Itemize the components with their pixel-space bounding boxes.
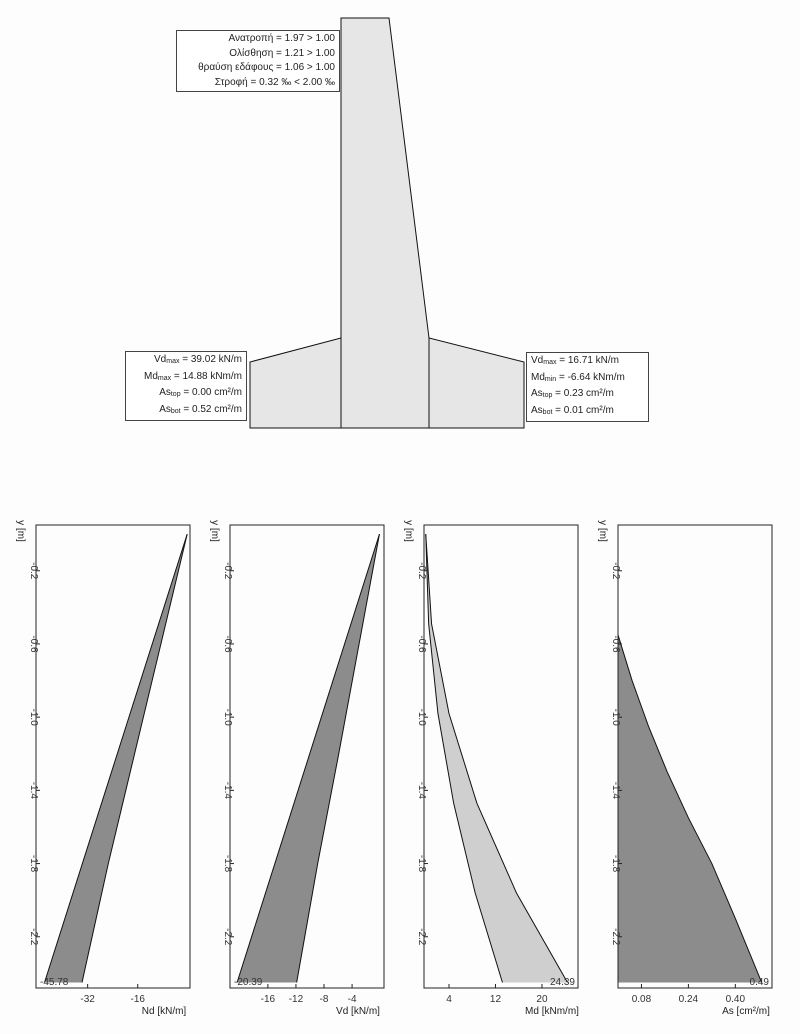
toe-vd-symbol: Vd bbox=[531, 355, 544, 366]
heel-vd-symbol: Vd bbox=[154, 354, 167, 365]
x-axis-title: Nd [kN/m] bbox=[141, 1006, 187, 1017]
toe-vd-sub: max bbox=[543, 359, 557, 366]
y-tick-label: -0.6 bbox=[28, 635, 39, 653]
chart-fill-area bbox=[426, 534, 568, 982]
sliding-check: Ολίσθηση = 1.21 > 1.00 bbox=[229, 47, 335, 59]
heel-vd-line bbox=[130, 353, 242, 370]
y-tick-label: -0.6 bbox=[610, 635, 621, 653]
heel-as-top-sub: top bbox=[170, 391, 181, 398]
toe-as-top-symbol: As bbox=[531, 388, 543, 399]
chart-fill-area bbox=[618, 534, 762, 982]
toe-md-line bbox=[531, 371, 644, 388]
x-axis-title: Md [kNm/m] bbox=[525, 1006, 579, 1017]
x-tick-label: -16 bbox=[130, 994, 145, 1005]
x-tick-label: -32 bbox=[80, 994, 95, 1005]
y-tick-label: -1.4 bbox=[416, 781, 427, 799]
x-tick-label: 0.08 bbox=[631, 994, 652, 1005]
chart-series-line bbox=[45, 534, 188, 982]
heel-as-bot-sub: bot bbox=[170, 407, 181, 415]
y-tick-label: -1.0 bbox=[416, 708, 427, 726]
toe-as-bot-symbol: As bbox=[531, 404, 543, 416]
chart-series-line bbox=[82, 534, 187, 982]
heel-as-bot-symbol: As bbox=[159, 403, 171, 415]
toe-as-bot-sub: bot bbox=[542, 408, 553, 416]
chart-end-value-label: -45.78 bbox=[40, 977, 69, 988]
heel-as-top-line bbox=[130, 386, 242, 403]
heel-as-top-symbol: As bbox=[159, 387, 171, 398]
x-tick-label: -16 bbox=[260, 994, 276, 1005]
chart-shear-force bbox=[194, 505, 394, 1030]
heel-md-line bbox=[130, 370, 242, 387]
y-axis-title: y [m] bbox=[209, 520, 220, 542]
y-tick-label: -1.8 bbox=[222, 854, 233, 873]
toe-results-box bbox=[526, 352, 649, 422]
heel-as-top-value: = 0.00 cm²/m bbox=[180, 387, 242, 398]
y-tick-label: -1.8 bbox=[28, 854, 39, 873]
toe-vd-line bbox=[531, 354, 644, 371]
y-tick-label: -1.8 bbox=[416, 854, 427, 873]
toe-vd-value: = 16.71 kN/m bbox=[556, 355, 619, 366]
y-tick-label: -2.2 bbox=[222, 928, 233, 946]
x-tick-label: 0.40 bbox=[725, 994, 746, 1005]
x-tick-label: -4 bbox=[347, 994, 357, 1005]
y-tick-label: -2.2 bbox=[610, 928, 621, 946]
y-tick-label: -1.8 bbox=[610, 854, 621, 873]
y-tick-label: -0.6 bbox=[222, 635, 233, 653]
y-axis-title: y [m] bbox=[15, 520, 26, 542]
heel-vd-value: = 39.02 kN/m bbox=[179, 354, 242, 365]
toe-md-sub: min bbox=[544, 375, 557, 383]
y-axis-title: y [m] bbox=[597, 520, 608, 542]
heel-md-value: = 14.88 kNm/m bbox=[171, 370, 242, 382]
toe-as-top-line bbox=[531, 387, 644, 404]
toe-as-bot-line bbox=[531, 404, 644, 421]
x-axis-title: As [cm²/m] bbox=[722, 1006, 770, 1017]
chart-end-value-label: 0.49 bbox=[749, 977, 769, 988]
stability-checks-box bbox=[176, 30, 340, 92]
heel-as-bot-line bbox=[130, 403, 242, 420]
heel-results-box bbox=[125, 351, 247, 421]
chart-frame bbox=[36, 525, 190, 988]
y-tick-label: -2.2 bbox=[28, 928, 39, 946]
y-tick-label: -1.4 bbox=[222, 781, 233, 799]
toe-md-value: = -6.64 kNm/m bbox=[556, 371, 625, 383]
heel-vd-sub: max bbox=[166, 358, 180, 365]
x-tick-label: -8 bbox=[319, 994, 329, 1005]
y-tick-label: -2.2 bbox=[416, 928, 427, 946]
chart-bending-moment bbox=[388, 505, 588, 1030]
y-tick-label: -1.0 bbox=[610, 708, 621, 726]
toe-as-bot-value: = 0.01 cm²/m bbox=[552, 404, 614, 416]
y-tick-label: -0.2 bbox=[222, 562, 233, 580]
y-tick-label: -1.0 bbox=[28, 708, 39, 726]
x-tick-label: 4 bbox=[446, 994, 452, 1005]
wall-cross-section bbox=[0, 0, 800, 480]
overturning-check: Ανατροπή = 1.97 > 1.00 bbox=[228, 33, 335, 44]
toe-as-top-sub: top bbox=[542, 392, 553, 399]
y-tick-label: -0.2 bbox=[28, 562, 39, 580]
y-tick-label: -1.0 bbox=[222, 708, 233, 726]
x-tick-label: 0.24 bbox=[678, 994, 699, 1005]
y-tick-label: -0.6 bbox=[416, 635, 427, 653]
heel-md-sub: max bbox=[157, 374, 172, 382]
x-tick-label: -12 bbox=[288, 994, 304, 1005]
y-tick-label: -0.2 bbox=[416, 562, 427, 580]
rotation-check: Στροφή = 0.32 ‰ < 2.00 ‰ bbox=[214, 76, 335, 88]
y-axis-title: y [m] bbox=[403, 520, 414, 542]
y-tick-label: -1.4 bbox=[28, 781, 39, 799]
toe-as-top-value: = 0.23 cm²/m bbox=[552, 388, 614, 399]
chart-end-value-label: -20.39 bbox=[234, 977, 263, 988]
y-tick-label: -1.4 bbox=[610, 781, 621, 799]
heel-as-bot-value: = 0.52 cm²/m bbox=[180, 403, 242, 415]
x-tick-label: 20 bbox=[536, 994, 548, 1005]
bearing-check: θραύση εδάφους = 1.06 > 1.00 bbox=[198, 62, 335, 73]
toe-md-symbol: Md bbox=[531, 371, 545, 383]
x-tick-label: 12 bbox=[489, 994, 502, 1005]
y-tick-label: -0.2 bbox=[610, 562, 621, 580]
heel-md-symbol: Md bbox=[144, 370, 158, 382]
chart-axial-force bbox=[0, 505, 200, 1030]
chart-reinforcement bbox=[582, 505, 782, 1030]
x-axis-title: Vd [kN/m] bbox=[336, 1006, 380, 1017]
chart-end-value-label: 24.39 bbox=[549, 977, 575, 988]
